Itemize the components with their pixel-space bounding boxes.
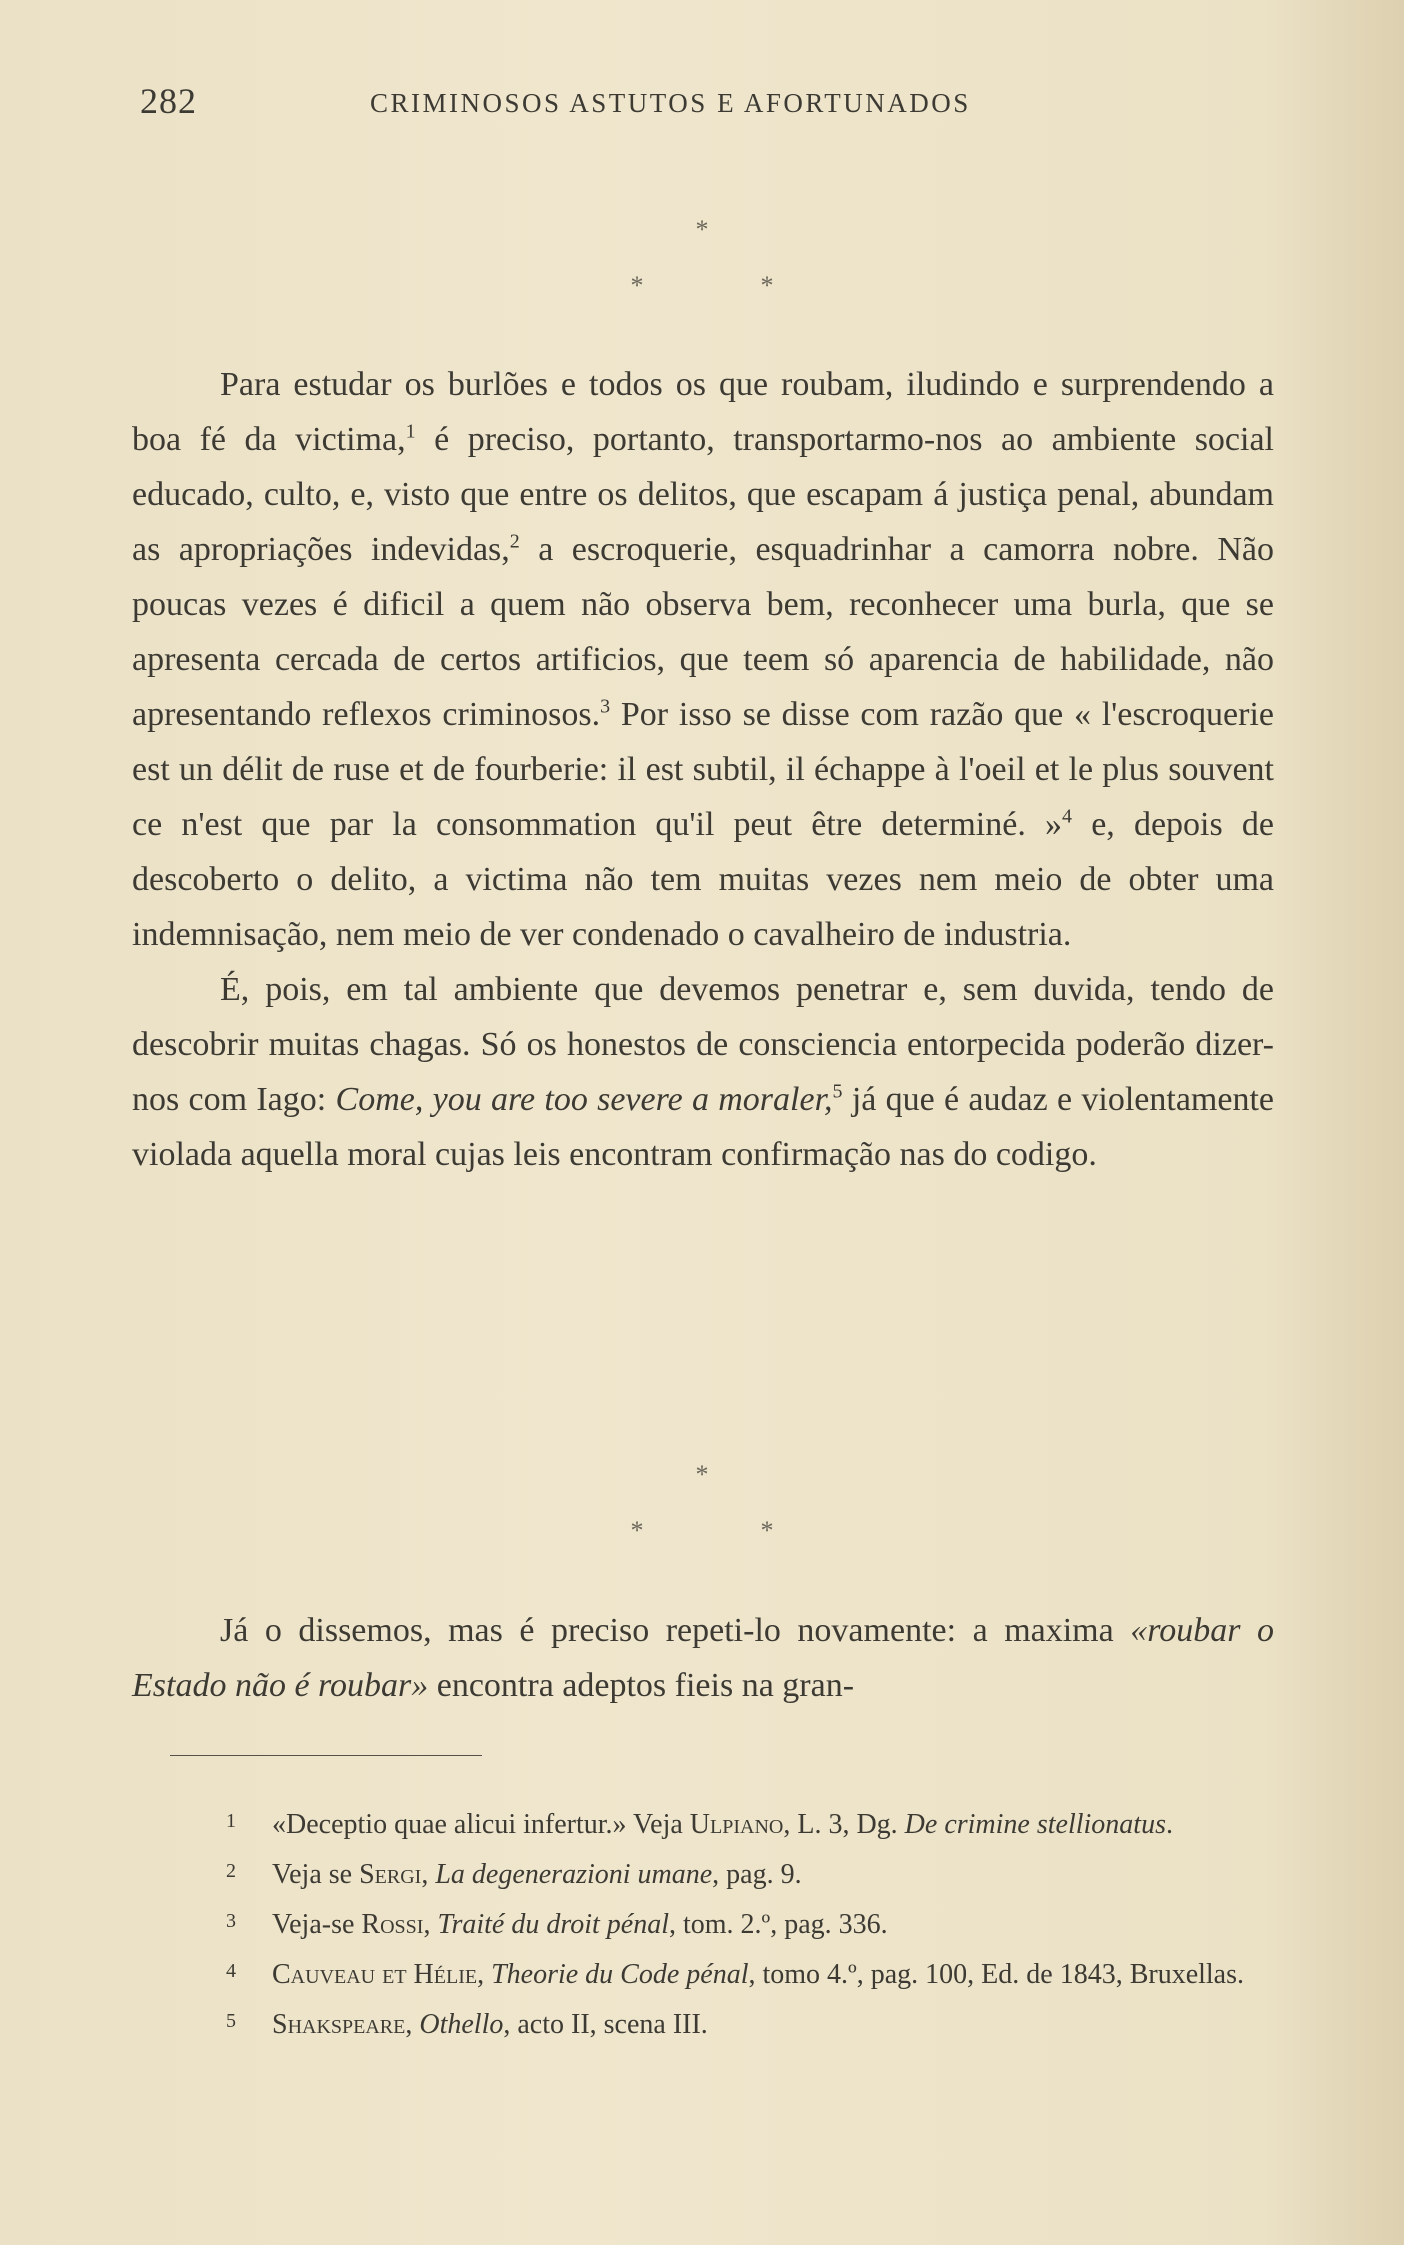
paragraph-text: Já o dissemos, mas é preciso repeti-lo novamente: a maxima	[220, 1612, 1131, 1649]
footnote-text: , pag. 9.	[712, 1859, 802, 1890]
separator-star: *	[760, 271, 774, 300]
footnote-text: Veja se	[272, 1859, 360, 1890]
italic-quote: Come, you are too severe a moraler,	[335, 1081, 833, 1118]
footnote-author: Shakspeare	[272, 2009, 406, 2040]
footnote	[128, 1898, 1274, 1948]
footnote-text: .	[1165, 1809, 1173, 1840]
section-separator	[0, 1447, 1404, 1559]
footnote-author: Sergi	[359, 1859, 422, 1890]
separator-star: *	[695, 215, 709, 244]
paragraph-text: a escroquerie, esquadrinhar a camorra nobre. Não poucas vezes é dificil a quem não observa bem, reconhecer uma burla, que se apresenta cercada de certos artificios, que teem só aparencia de habilidade, não apresentando reflexos criminosos.	[132, 531, 1274, 733]
footnote-title: Theorie du Code pénal	[491, 1959, 749, 1990]
footnote-ref: 2	[509, 530, 520, 553]
paragraph	[132, 1603, 1274, 1713]
footnote-number: 4	[226, 1960, 236, 1982]
paragraph-text: encontra adeptos fieis na gran-	[428, 1667, 855, 1704]
paragraph-text: e, depois de descoberto o delito, a victima não tem muitas vezes nem meio de obter uma indemnisação, nem meio de ver condenado o cavalheiro de industria.	[132, 806, 1274, 953]
footnote-author: Rossi	[361, 1909, 424, 1940]
footnote-author: Cauveau et Hélie	[272, 1959, 478, 1990]
footnote-text: , L. 3, Dg.	[783, 1809, 905, 1840]
footnote-title: De crimine stellionatus	[904, 1809, 1166, 1840]
italic-quote: «roubar o Estado não é roubar»	[132, 1612, 1274, 1704]
footnote-rule	[170, 1755, 482, 1756]
main-text	[132, 357, 1274, 1182]
footnote-number: 3	[226, 1910, 236, 1932]
footnote-title: La degenerazioni umane	[435, 1859, 713, 1890]
footnote-ref: 1	[405, 420, 416, 443]
page-number: 282	[140, 81, 197, 121]
separator-star: *	[695, 1460, 709, 1489]
footnote-title: Othello	[419, 2009, 504, 2040]
footnote-ref: 3	[600, 695, 611, 718]
running-title: CRIMINOSOS ASTUTOS E AFORTUNADOS	[370, 88, 971, 118]
footnote-text: , tomo 4.º, pag. 100, Ed. de 1843, Bruxellas.	[748, 1959, 1245, 1990]
footnote-text: ,	[421, 1859, 436, 1890]
footnote-number: 1	[226, 1810, 236, 1832]
footnote-text: , tom. 2.º, pag. 336.	[668, 1909, 888, 1940]
main-text	[132, 1603, 1274, 1713]
footnote-text: «Deceptio quae alicui infertur.» Veja	[272, 1809, 690, 1840]
footnote	[128, 1798, 1274, 1848]
footnote	[128, 1848, 1274, 1898]
footnote-text: ,	[477, 1959, 492, 1990]
footnote-text: ,	[405, 2009, 420, 2040]
footnote-number: 2	[226, 1860, 236, 1882]
page-header	[140, 80, 1270, 130]
separator-star: *	[760, 1516, 774, 1545]
footnote-text: , acto II, scena III.	[503, 2009, 708, 2040]
footnote-title: Traité du droit pénal	[437, 1909, 669, 1940]
footnote-author: Ulpiano	[689, 1809, 784, 1840]
footnote	[128, 1998, 1274, 2048]
paragraph	[132, 962, 1274, 1182]
footnote-ref: 4	[1062, 805, 1073, 828]
footnote-ref: 5	[832, 1080, 843, 1103]
footnote	[128, 1948, 1274, 1998]
footnote-text: ,	[423, 1909, 438, 1940]
paragraph-text: Por isso se disse com razão que « l'escroquerie est un délit de ruse et de fourberie: il est subtil, il échappe à l'oeil et le plus souvent ce n'est que par la consommation qu'il peut être determiné. »	[132, 696, 1274, 843]
footnote-number: 5	[226, 2010, 236, 2032]
footnote-text: Veja-se	[272, 1909, 362, 1940]
paragraph-text: Para estudar os burlões e todos os que roubam, iludindo e surprendendo a boa fé da victima,	[132, 366, 1274, 458]
paragraph-text: já que é audaz e violentamente violada aquella moral cujas leis encontram confirmação nas do codigo.	[132, 1081, 1274, 1173]
paragraph	[132, 357, 1274, 962]
footnotes	[128, 1798, 1274, 2048]
paragraph-text: É, pois, em tal ambiente que devemos penetrar e, sem duvida, tendo de descobrir muitas chagas. Só os honestos de consciencia entorpecida poderão dizer-nos com Iago:	[132, 971, 1274, 1118]
separator-star: *	[630, 271, 644, 300]
section-separator	[0, 202, 1404, 314]
paragraph-text: é preciso, portanto, transportarmo-nos ao ambiente social educado, culto, e, visto que entre os delitos, que escapam á justiça penal, abundam as apropriações indevidas,	[132, 421, 1275, 568]
separator-star: *	[630, 1516, 644, 1545]
